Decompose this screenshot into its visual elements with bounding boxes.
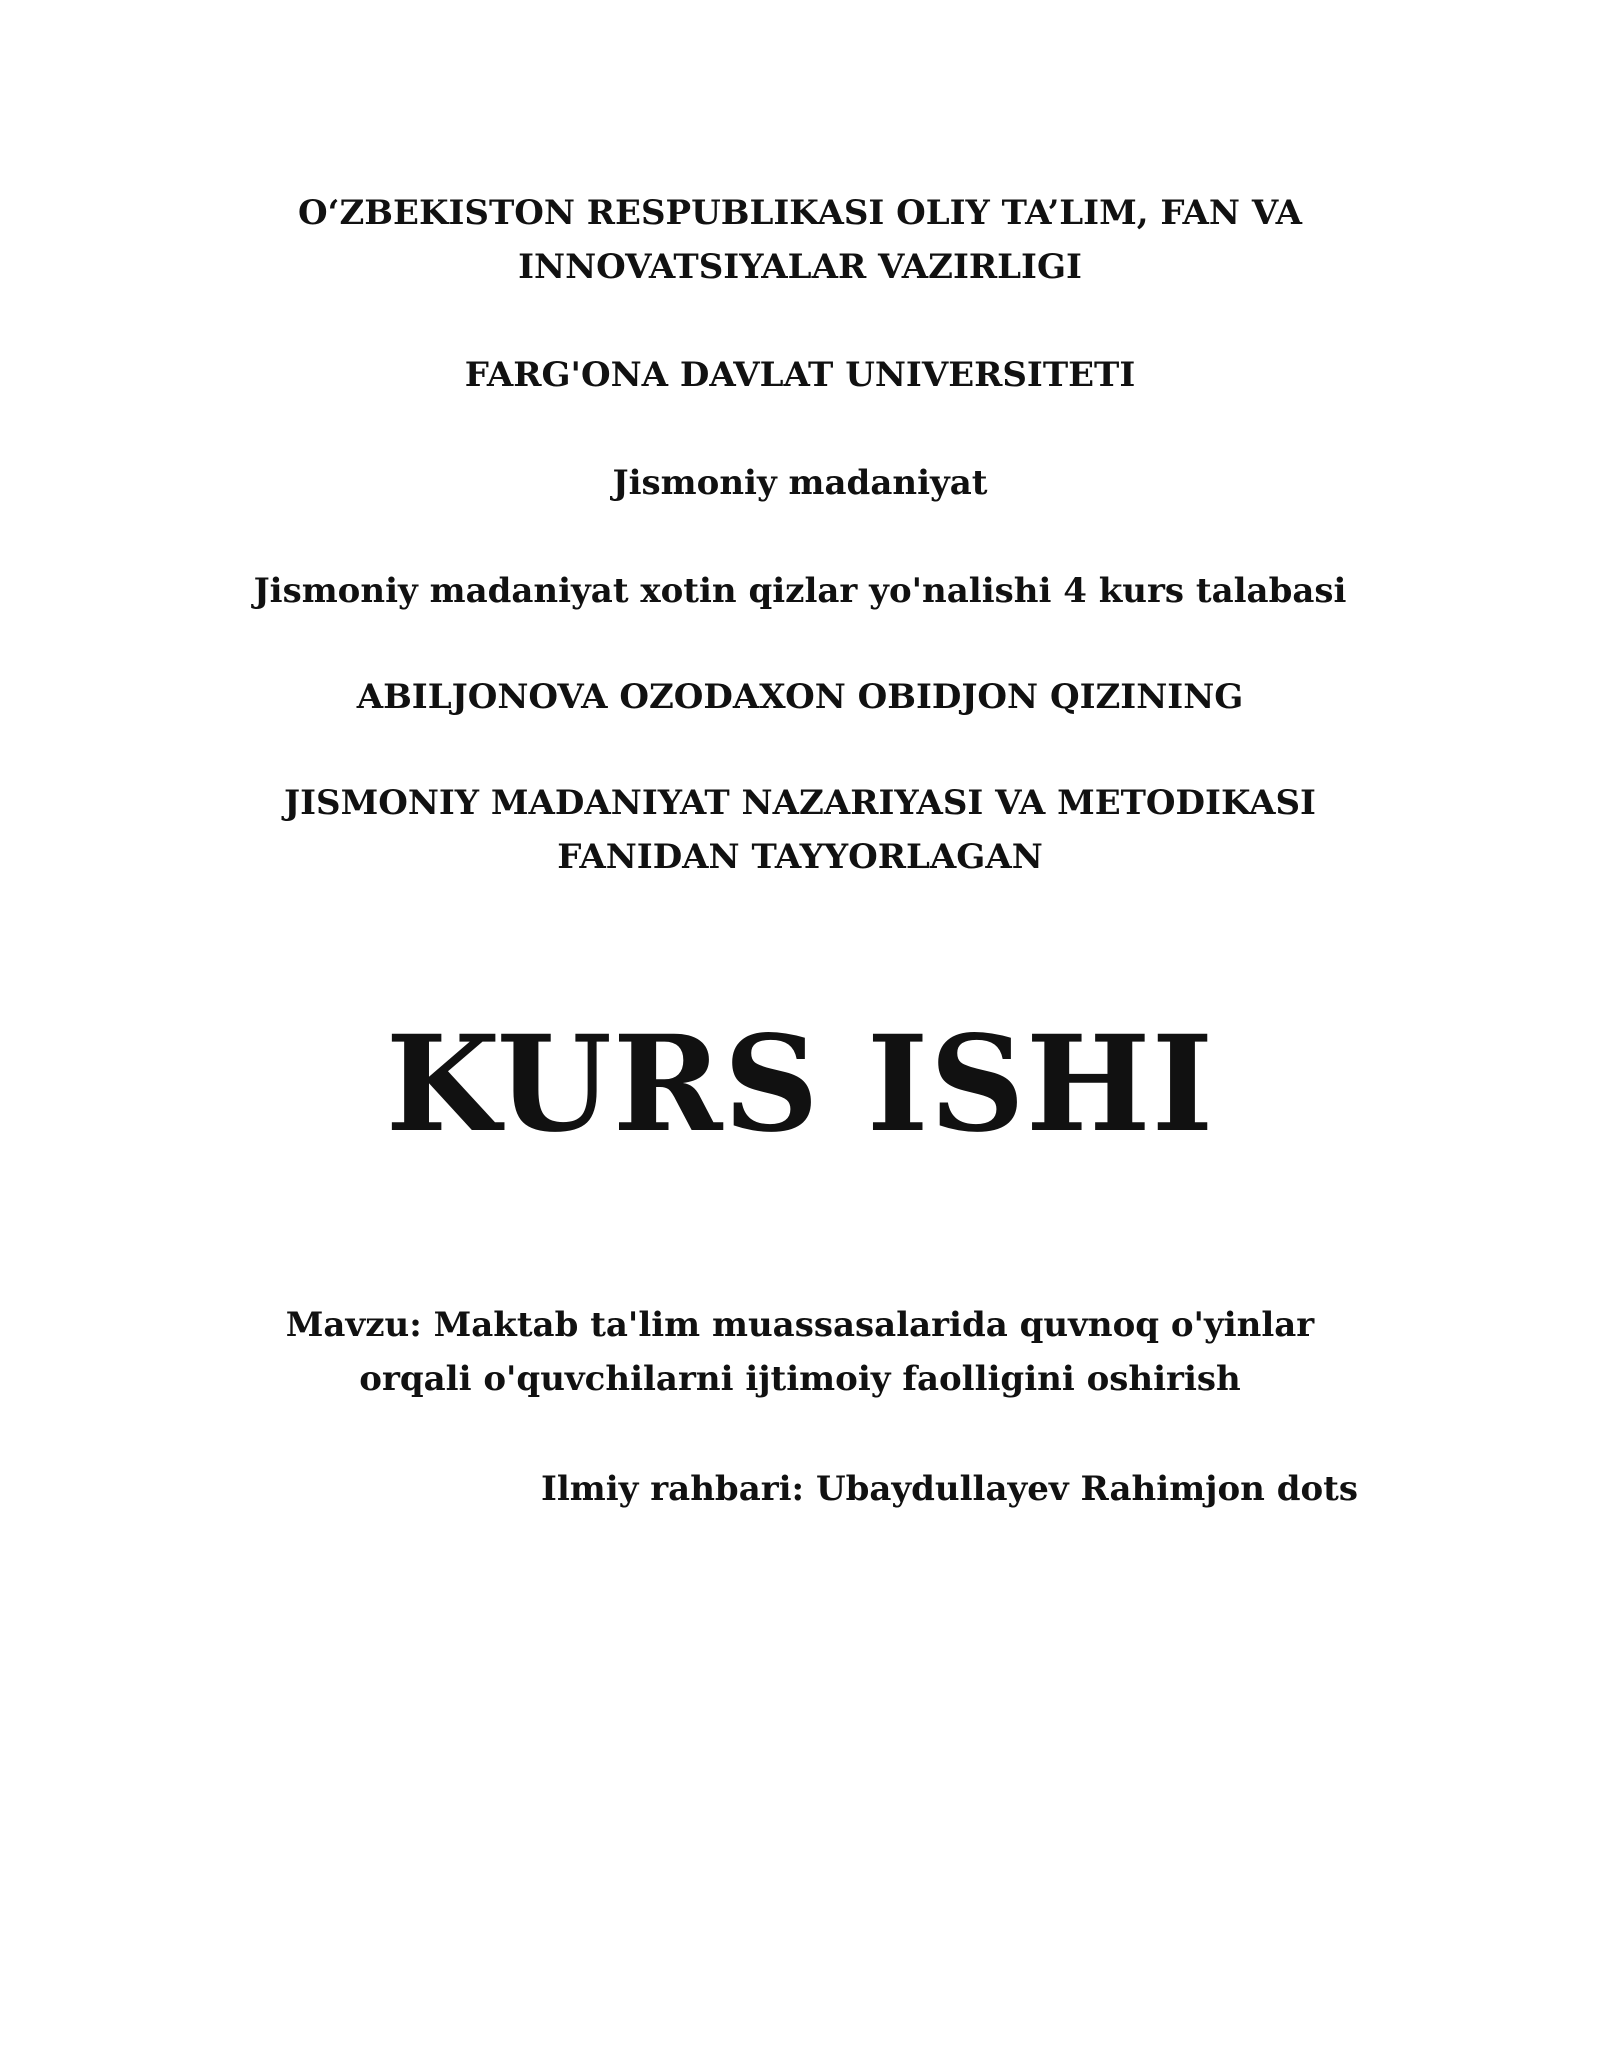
university-name: FARG'ONA DAVLAT UNIVERSITETI (464, 355, 1136, 395)
student-name: ABILJONOVA OZODAXON OBIDJON QIZINING (356, 677, 1244, 717)
faculty-name: Jismoniy madaniyat (612, 463, 988, 503)
ministry-heading (0, 186, 1600, 294)
ministry-line-1: O‘ZBEKISTON RESPUBLIKASI OLIY TA’LIM, FAN VA (298, 193, 1302, 233)
topic-line-2: orqali o'quvchilarni ijtimoiy faolligini oshirish (359, 1359, 1241, 1399)
document-title: KURS ISHI (385, 1007, 1215, 1162)
scientific-advisor: Ilmiy rahbari: Ubaydullayev Rahimjon dots (540, 1469, 1358, 1509)
subject-heading (0, 776, 1600, 884)
topic (0, 1298, 1600, 1406)
subject-line-1: JISMONIY MADANIYAT NAZARIYASI VA METODIKASI (284, 783, 1316, 823)
student-info: Jismoniy madaniyat xotin qizlar yo'nalishi 4 kurs talabasi (253, 571, 1347, 611)
topic-line-1: Mavzu: Maktab ta'lim muassasalarida quvnoq o'yinlar (285, 1305, 1315, 1345)
subject-line-2: FANIDAN TAYYORLAGAN (557, 837, 1043, 877)
ministry-line-2: INNOVATSIYALAR VAZIRLIGI (518, 247, 1082, 287)
